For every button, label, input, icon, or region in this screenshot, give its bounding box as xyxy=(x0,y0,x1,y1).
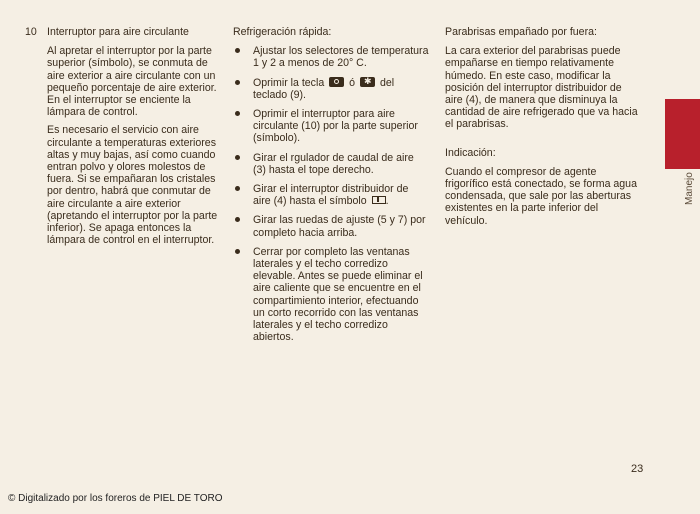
step-list xyxy=(233,45,429,343)
bullet-icon xyxy=(235,186,240,191)
bullet-icon xyxy=(235,217,240,222)
list-item xyxy=(233,152,429,176)
step-text: Girar el interruptor distribuidor de aire (4) hasta el símbolo xyxy=(253,183,409,208)
step-text: Cerrar por completo las ventanas laterales y el techo corredizo elevable. Antes se puede eliminar el aire caliente que se encuentre en el compartimiento interior, efectuando un corto recorrido con las ventanas laterales y el techo corredizo abiertos. xyxy=(253,245,423,344)
paragraph: Al apretar el interruptor por la parte superior (símbolo), se conmuta de aire exterior a aire circulante con un pequeño porcentaje de aire exterior. En el interruptor se enciente la lámpara de control. xyxy=(47,45,217,119)
step-text: del teclado (9). xyxy=(253,76,395,101)
bullet-icon xyxy=(235,155,240,160)
bullet-icon xyxy=(235,111,240,116)
step-text: ó xyxy=(349,76,356,89)
bullet-icon xyxy=(235,80,240,85)
paragraph: Es necesario el servicio con aire circulante a temperaturas exteriores altas y muy bajas, así como cuando entran polvo y olores molestos de fuera. Si se empañaran los cristales por dentro, habrá que conmutar de aire circulante a aire exterior (apretando el interruptor por la parte inferior). Se apaga entonces la lámpara de control en el interruptor. xyxy=(47,124,218,247)
section-number: 10 xyxy=(25,26,37,38)
note-heading: Indicación: xyxy=(445,146,496,159)
paragraph: La cara exterior del parabrisas puede empañarse en tiempo relativamente húmedo. En este caso, modificar la posición del interruptor distribuidor de aire (4), de manera que disminuya la cantidad de aire refrigerado que va hacia el parabrisas. xyxy=(445,45,638,131)
list-item xyxy=(233,108,429,145)
side-section-label: Manejo xyxy=(684,172,695,205)
column-left xyxy=(25,26,220,252)
list-item xyxy=(233,45,429,69)
rapid-cooling-heading: Refrigeración rápida: xyxy=(233,26,332,38)
bullet-icon xyxy=(235,249,240,254)
section-title: Interruptor para aire circulante xyxy=(47,26,189,38)
step-text: Girar las ruedas de ajuste (5 y 7) por completo hacia arriba. xyxy=(253,214,426,239)
section-header xyxy=(25,26,220,38)
list-item xyxy=(233,77,429,101)
section-body xyxy=(25,45,220,246)
section-tab xyxy=(665,99,700,169)
step-text: Ajustar los selectores de temperatura 1 y 2 a menos de 20° C. xyxy=(253,45,429,70)
footer-credit: © Digitalizado por los foreros de PIEL DE TORO xyxy=(8,493,223,504)
step-text: Oprimir el interruptor para aire circulante (10) por la parte superior (símbolo). xyxy=(253,108,418,145)
column-right xyxy=(445,26,640,233)
list-item xyxy=(233,214,429,238)
list-item xyxy=(233,246,429,344)
step-text: Oprimir la tecla xyxy=(253,76,325,89)
step-text: . xyxy=(385,195,389,208)
column-middle xyxy=(233,26,429,350)
paragraph: Cuando el compresor de agente frigorífico está conectado, se forma agua condensada, que sale por las aberturas existentes en la parte inferior del vehículo. xyxy=(445,165,637,227)
windscreen-vent-symbol-icon xyxy=(372,196,386,204)
snowflake-key-icon xyxy=(360,77,375,87)
bullet-icon xyxy=(235,48,240,53)
page-number: 23 xyxy=(631,463,644,475)
step-text: Girar el rgulador de caudal de aire (3) hasta el tope derecho. xyxy=(253,151,414,176)
fogged-windscreen-heading: Parabrisas empañado por fuera: xyxy=(445,26,597,38)
list-item xyxy=(233,183,429,207)
fan-key-icon xyxy=(329,77,344,87)
